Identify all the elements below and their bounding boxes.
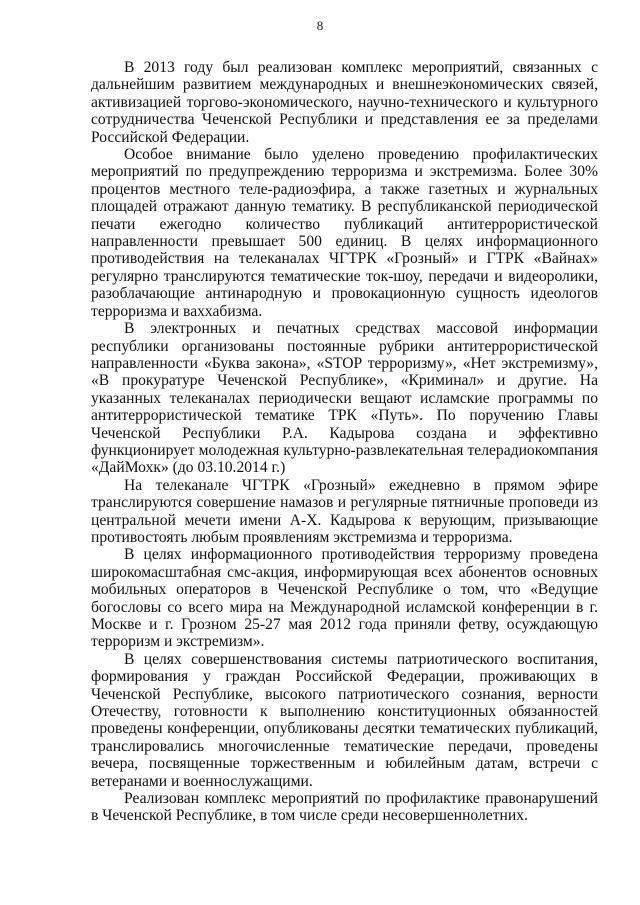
- paragraph-sms-campaign: В целях информационного противодействия терроризму проведена широкомасштабная смс-акция, информирующая всех абонентов основных мобильных операторов в Чеченской Республике о том, что «Ведущие богословы со всего мира на Международной исламской конференции в г. Москве и г. Грозном 25-27 мая 2012 года приняли фетву, осуждающую терроризм и экстремизм».: [91, 546, 598, 651]
- page-number: 8: [316, 18, 324, 33]
- paragraph-media-rubrics: В электронных и печатных средствах массовой информации республики организованы постоянные рубрики антитеррористической направленности «Буква закона», «STOP терроризму», «Нет экстремизму», «В прокуратуре Чеченской Республике», «Криминал» и другие. На указанных телеканалах периодически вещают исламские программы по антитеррористической тематике ТРК «Путь». По поручению Главы Чеченской Республики Р.А. Кадырова создана и эффективно функционирует молодежная культурно-развлекательная телерадиокомпания «ДайМохк» (до 03.10.2014 г.): [91, 320, 598, 477]
- paragraph-grozny-broadcasts: На телеканале ЧГТРК «Грозный» ежедневно в прямом эфире транслируются совершение намазов и регулярные пятничные проповеди из центральной мечети имени А-Х. Кадырова к верующим, призывающие противостоять любым проявлениям экстремизма и терроризма.: [91, 476, 598, 546]
- document-body: [91, 59, 598, 825]
- paragraph-terrorism-prevention: Особое внимание было уделено проведению профилактических мероприятий по предупреждению терроризма и экстремизма. Более 30% процентов местного теле-радиоэфира, а также газетных и журнальных площадей отражают данную тематику. В республиканской периодической печати ежегодно количество публикаций антитеррористической направленности превышает 500 единиц. В целях информационного противодействия на телеканалах ЧГТРК «Грозный» и ГТРК «Вайнах» регулярно транслируются тематические ток-шоу, передачи и видеоролики, разоблачающие антинародную и провокационную сущность идеологов терроризма и ваххабизма.: [91, 146, 598, 320]
- paragraph-offense-prevention: Реализован комплекс мероприятий по профилактике правонарушений в Чеченской Республике, в том числе среди несовершеннолетних.: [91, 790, 598, 825]
- paragraph-patriotic-education: В целях совершенствования системы патриотического воспитания, формирования у граждан Российской Федерации, проживающих в Чеченской Республике, высокого патриотического сознания, верности Отечеству, готовности к выполнению конституционных обязанностей проведены конференции, опубликованы десятки тематических публикаций, транслировались многочисленные тематические передачи, проведены вечера, посвященные торжественным и юбилейным датам, встречи с ветеранами и военнослужащими.: [91, 650, 598, 790]
- paragraph-international-relations: В 2013 году был реализован комплекс мероприятий, связанных с дальнейшим развитием международных и внешнеэкономических связей, активизацией торгово-экономического, научно-технического и культурного сотрудничества Чеченской Республики и представления ее за пределами Российской Федерации.: [91, 59, 598, 146]
